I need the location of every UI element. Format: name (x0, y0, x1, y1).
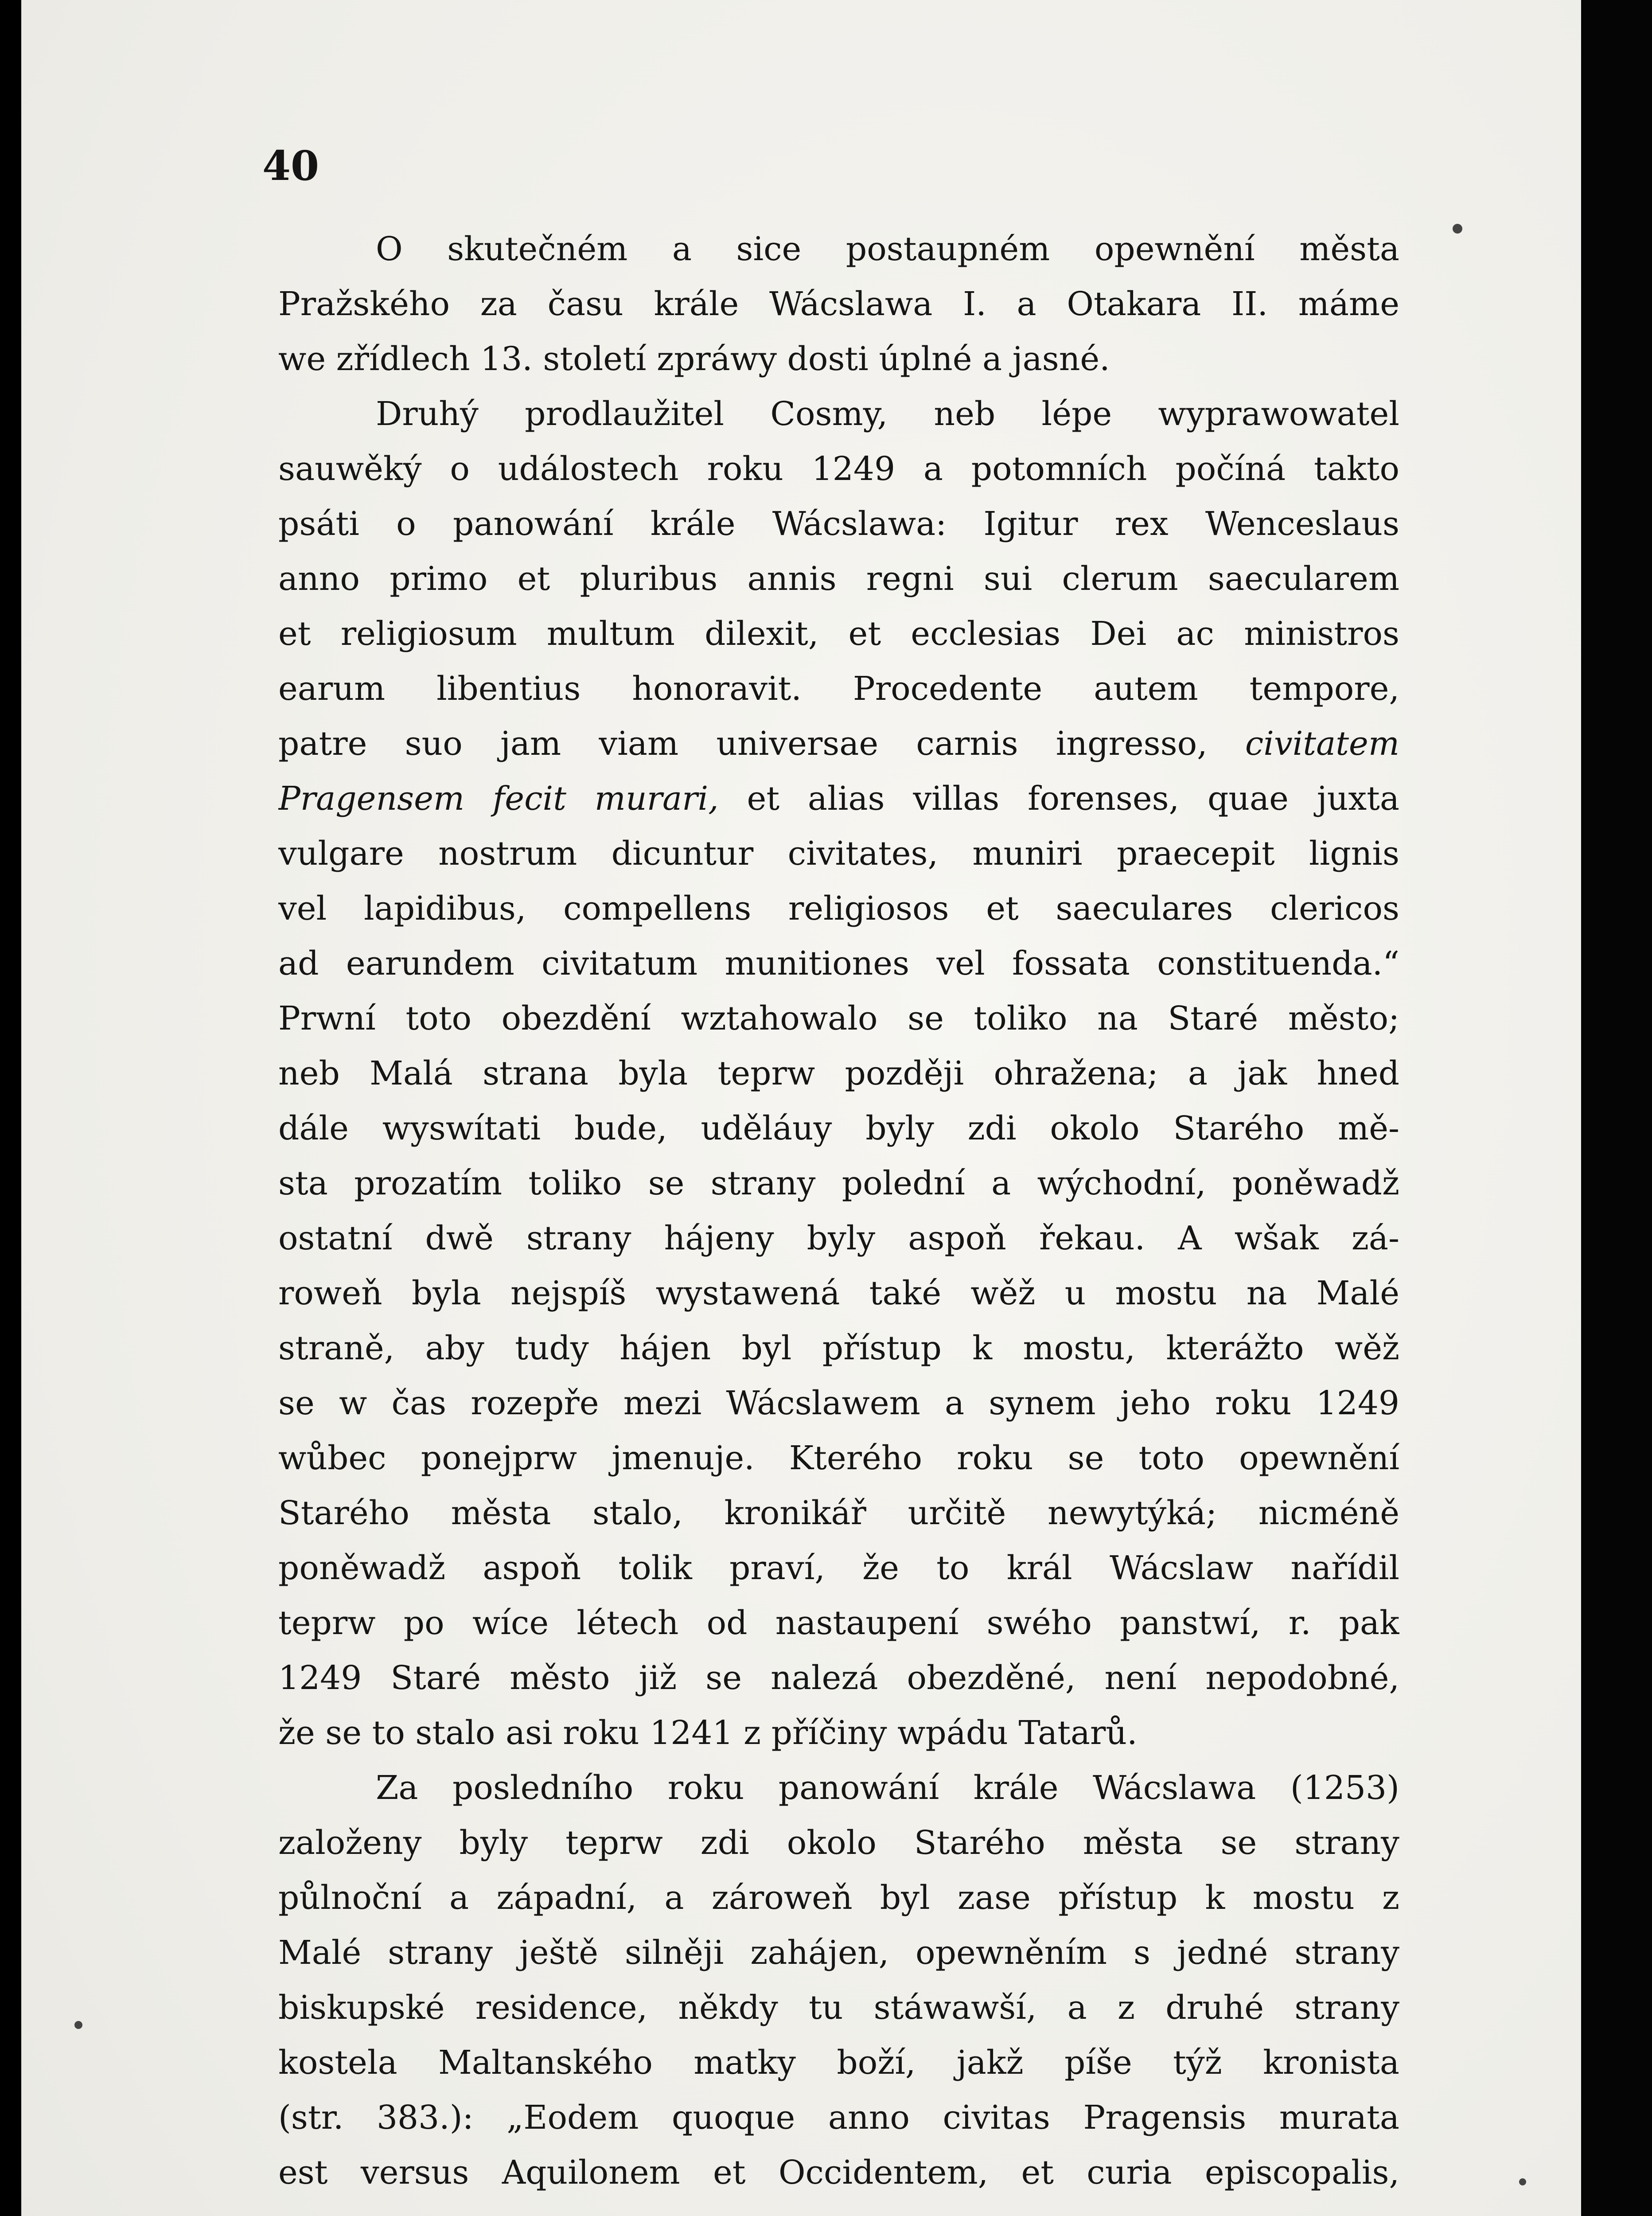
text-line: straně, aby tudy hájen byl přístup k mostu, kterážto wěž (278, 1329, 1399, 1367)
text-line: (str. 383.): „Eodem quoque anno civitas Pragensis murata (278, 2099, 1399, 2137)
text-fragment: et alias villas forenses, quae juxta (747, 780, 1399, 818)
text-line: Druhý prodlaužitel Cosmy, neb lépe wyprawowatel (376, 395, 1399, 433)
text-line: Starého města stalo, kronikář určitě newytýká; nicméně (278, 1494, 1399, 1532)
text-line: Pražského za času krále Wácslawa I. a Otakara II. máme (278, 285, 1399, 323)
italic-fragment: civitatem (1245, 725, 1399, 763)
text-line: půlnoční a západní, a zároweň byl zase přístup k mostu z (278, 1879, 1399, 1917)
scan-speck (74, 2021, 82, 2029)
text-line: biskupské residence, někdy tu stáwawší, a z druhé strany (278, 1989, 1399, 2027)
text-line: ad earundem civitatum munitiones vel fossata constituenda.“ (278, 944, 1399, 983)
text-line: Za posledního roku panowání krále Wácslawa (1253) (376, 1769, 1399, 1807)
text-line: se w čas rozepře mezi Wácslawem a synem jeho roku 1249 (278, 1384, 1399, 1422)
text-line: poněwadž aspoň tolik praví, že to král Wácslaw nařídil (278, 1549, 1399, 1587)
text-line: sauwěký o událostech roku 1249 a potomních počíná takto (278, 450, 1399, 488)
scan-border (1581, 0, 1652, 2216)
text-line: earum libentius honoravit. Procedente autem tempore, (278, 670, 1399, 708)
text-line: anno primo et pluribus annis regni sui clerum saecularem (278, 560, 1399, 598)
text-line: O skutečném a sice postaupném opewnění města (376, 230, 1399, 268)
scan-speck (1519, 2178, 1526, 2185)
text-line: vulgare nostrum dicuntur civitates, muniri praecepit lignis (278, 835, 1399, 873)
text-line: psáti o panowání krále Wácslawa: Igitur rex Wenceslaus (278, 505, 1399, 543)
body-text (278, 222, 1399, 2200)
text-line: 1249 Staré město již se nalezá obezděné, není nepodobné, (278, 1659, 1399, 1697)
text-fragment: patre suo jam viam universae carnis ingresso, (278, 725, 1208, 763)
text-line: wůbec ponejprw jmenuje. Kterého roku se toto opewnění (278, 1439, 1399, 1477)
page-number: 40 (262, 142, 319, 190)
text-line-mixed (278, 716, 1399, 771)
text-line: teprw po wíce létech od nastaupení swého panstwí, r. pak (278, 1604, 1399, 1642)
text-line: we zřídlech 13. století zpráwy dosti úplné a jasné. (278, 340, 1110, 378)
text-line: Prwní toto obezdění wztahowalo se toliko na Staré město; (278, 999, 1399, 1038)
text-line: sta prozatím toliko se strany polední a wýchodní, poněwadž (278, 1164, 1399, 1202)
text-line: dále wyswítati bude, uděláuy byly zdi okolo Starého mě- (278, 1109, 1399, 1147)
text-line: vel lapidibus, compellens religiosos et saeculares clericos (278, 890, 1399, 928)
text-line: roweň byla nejspíš wystawená také wěž u mostu na Malé (278, 1274, 1399, 1312)
italic-fragment: Pragensem fecit murari, (278, 780, 719, 818)
text-line: est versus Aquilonem et Occidentem, et curia episcopalis, (278, 2154, 1399, 2192)
text-line: že se to stalo asi roku 1241 z příčiny wpádu Tatarů. (278, 1714, 1138, 1752)
text-line: et religiosum multum dilexit, et ecclesias Dei ac ministros (278, 615, 1399, 653)
text-line: neb Malá strana byla teprw později ohražena; a jak hned (278, 1054, 1399, 1092)
text-line: ostatní dwě strany hájeny byly aspoň řekau. A wšak zá- (278, 1219, 1399, 1257)
text-line: kostela Maltanského matky boží, jakž píše týž kronista (278, 2044, 1399, 2082)
book-page (21, 0, 1581, 2216)
scan-speck (1453, 224, 1462, 234)
text-line: Malé strany ještě silněji zahájen, opewněním s jedné strany (278, 1934, 1399, 1972)
text-line-mixed (278, 771, 1399, 826)
text-line: založeny byly teprw zdi okolo Starého města se strany (278, 1824, 1399, 1862)
